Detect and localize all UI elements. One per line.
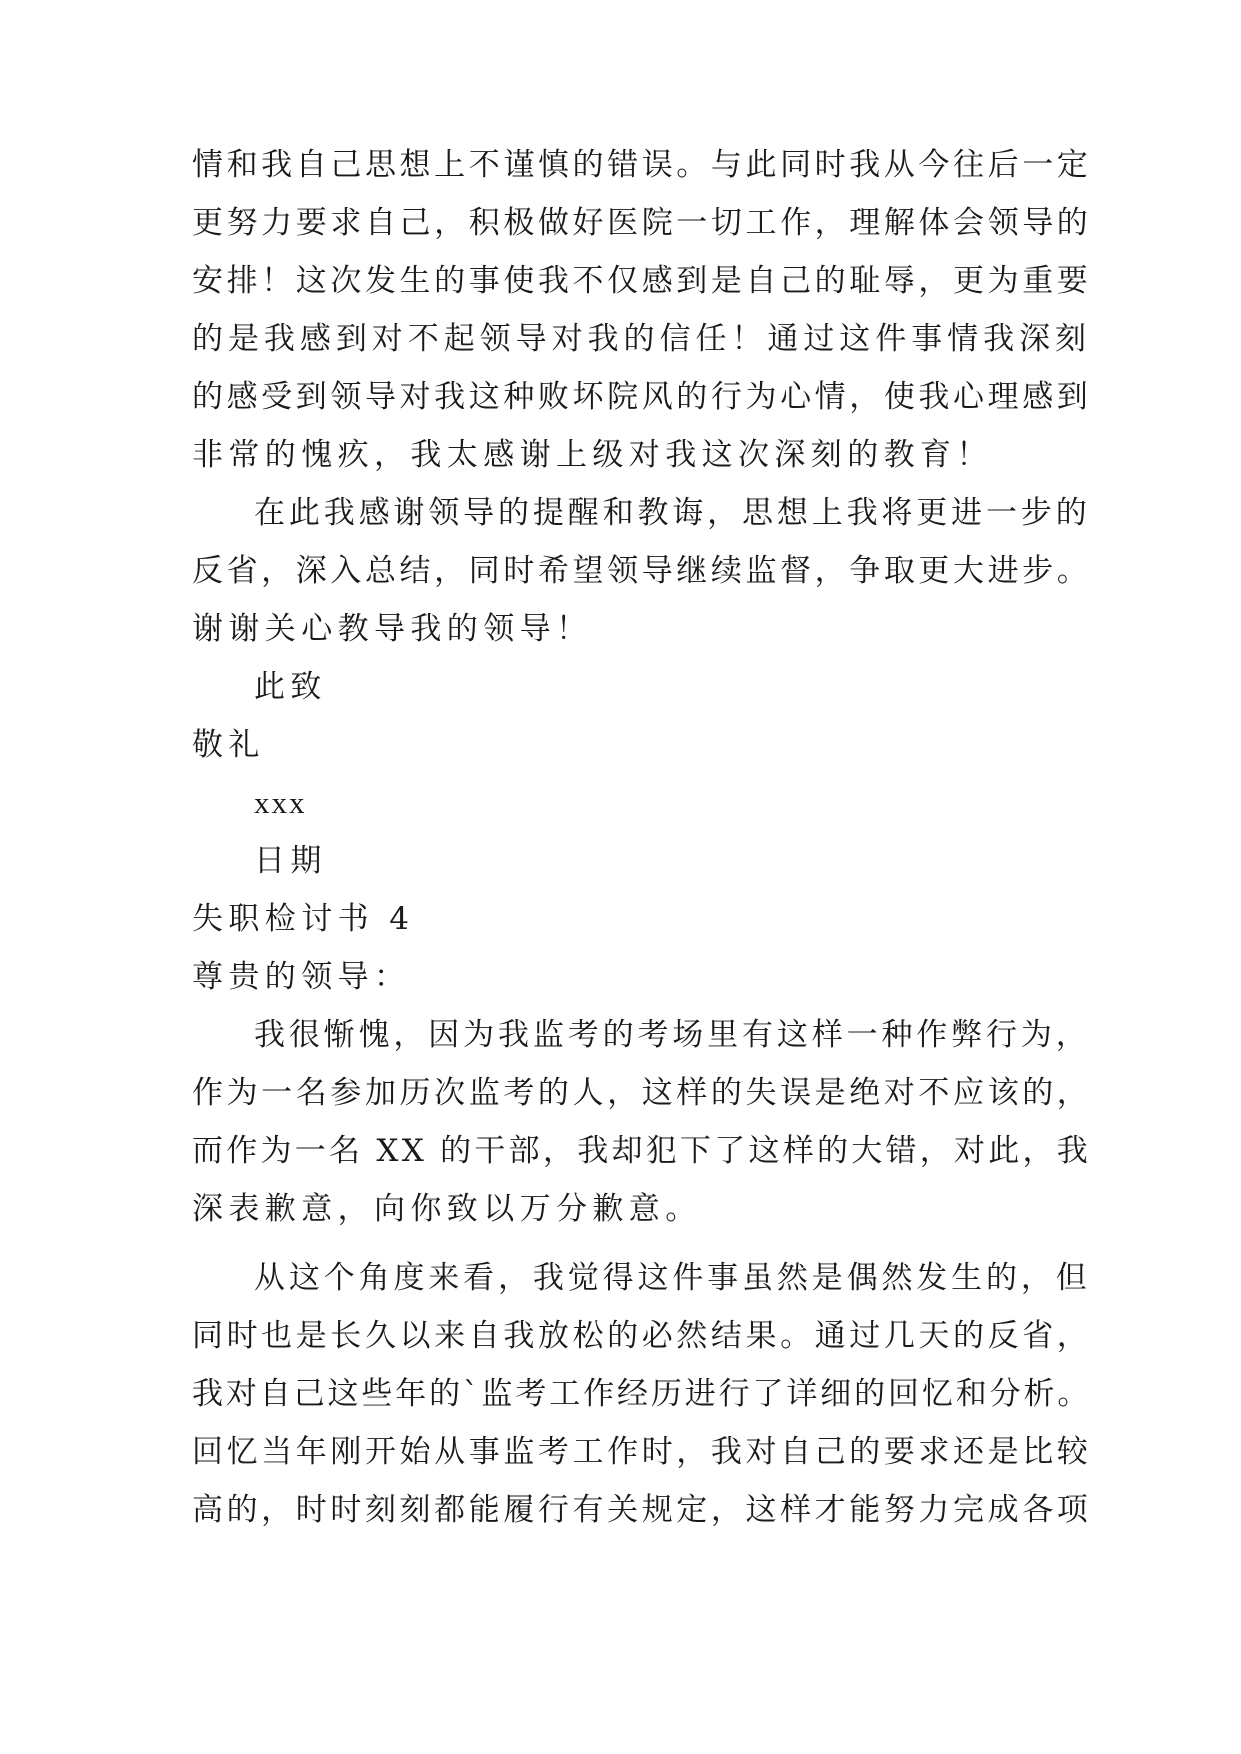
text-line: 的是我感到对不起领导对我的信任！通过这件事情我深刻 [192,321,1091,357]
closing-regards: 敬礼 [192,727,265,763]
text-line: 非常的愧疚，我太感谢上级对我这次深刻的教育！ [192,437,993,473]
text-line: 回忆当年刚开始从事监考工作时，我对自己的要求还是比较 [192,1434,1092,1470]
closing-salutation: 此致 [254,669,327,705]
text-line: 更努力要求自己，积极做好医院一切工作，理解体会领导的 [192,205,1092,241]
text-line: 而作为一名 XX 的干部，我却犯下了这样的大错，对此，我 [192,1133,1092,1169]
signature-date: 日期 [254,843,327,879]
text-line: 的感受到领导对我这种败坏院风的行为心情，使我心理感到 [192,379,1092,415]
paragraph-first-line: 我很惭愧，因为我监考的考场里有这样一种作弊行为， [254,1017,1091,1053]
text-line: 高的，时时刻刻都能履行有关规定，这样才能努力完成各项 [192,1492,1092,1528]
text-line: 安排！这次发生的事使我不仅感到是自己的耻辱，更为重要 [192,263,1092,299]
signature-name: xxx [254,785,307,820]
text-line: 作为一名参加历次监考的人，这样的失误是绝对不应该的， [192,1075,1092,1111]
text-line: 深表歉意，向你致以万分歉意。 [192,1191,702,1227]
letter-greeting: 尊贵的领导： [192,959,411,995]
text-line: 同时也是长久以来自我放松的必然结果。通过几天的反省， [192,1318,1092,1354]
text-line: 谢谢关心教导我的领导！ [192,611,593,647]
text-line: 情和我自己思想上不谨慎的错误。与此同时我从今往后一定 [192,147,1092,183]
paragraph-first-line: 从这个角度来看，我觉得这件事虽然是偶然发生的，但 [254,1260,1091,1296]
section-title: 失职检讨书 4 [192,901,415,937]
paragraph-first-line: 在此我感谢领导的提醒和教诲，思想上我将更进一步的 [254,495,1091,531]
text-line: 反省，深入总结，同时希望领导继续监督，争取更大进步。 [192,553,1092,589]
text-line: 我对自己这些年的`监考工作经历进行了详细的回忆和分析。 [192,1376,1092,1412]
